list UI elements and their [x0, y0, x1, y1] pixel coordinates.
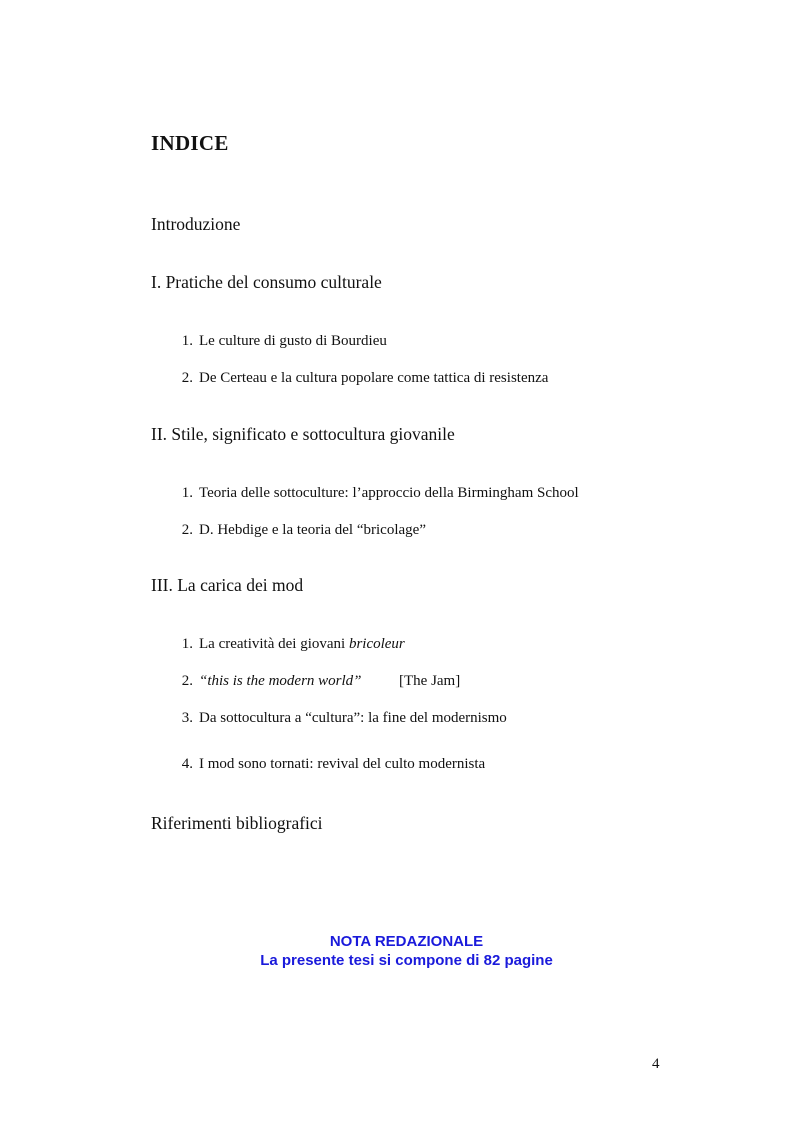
toc-item	[175, 485, 695, 505]
toc-item-text: I mod sono tornati: revival del culto modernista	[199, 756, 486, 772]
toc-item	[175, 636, 695, 656]
toc-item-number: 1.	[181, 485, 193, 501]
toc-item-attribution: [The Jam]	[399, 673, 461, 689]
toc-item-text: Teoria delle sottoculture: l’approccio della Birmingham School	[199, 485, 579, 501]
toc-item	[175, 673, 695, 693]
toc-item-text-plain: La creatività dei giovani	[199, 636, 349, 652]
toc-introduction: Introduzione	[151, 214, 241, 234]
toc-item-text	[199, 636, 405, 653]
page-title: INDICE	[151, 131, 229, 155]
editorial-note-heading: NOTA REDAZIONALE	[329, 933, 484, 950]
chapter-2-heading: II. Stile, significato e sottocultura giovanile	[151, 424, 455, 444]
toc-item-number: 1.	[181, 636, 193, 652]
toc-item	[175, 756, 695, 776]
toc-references: Riferimenti bibliografici	[151, 813, 323, 833]
toc-item-number: 2.	[181, 673, 193, 689]
toc-item-text: De Certeau e la cultura popolare come tattica di resistenza	[199, 370, 549, 386]
chapter-3-heading: III. La carica dei mod	[151, 575, 304, 595]
page-number: 4	[652, 1056, 660, 1072]
chapter-1-heading: I. Pratiche del consumo culturale	[151, 272, 382, 292]
toc-item-quote: “this is the modern world”	[199, 673, 362, 689]
toc-item	[175, 522, 695, 542]
toc-item-number: 3.	[181, 710, 193, 726]
toc-item	[175, 370, 695, 390]
toc-item-number: 2.	[181, 370, 193, 386]
toc-item-number: 4.	[181, 756, 193, 772]
toc-item	[175, 710, 695, 730]
toc-item-text	[199, 673, 362, 690]
toc-item-text-italic: bricoleur	[348, 636, 405, 652]
toc-item	[175, 333, 695, 353]
toc-item-number: 2.	[181, 522, 193, 538]
toc-item-text: Da sottocultura a “cultura”: la fine del modernismo	[199, 710, 507, 726]
toc-item-text: D. Hebdige e la teoria del “bricolage”	[199, 522, 426, 538]
toc-item-number: 1.	[181, 333, 193, 349]
toc-item-text: Le culture di gusto di Bourdieu	[199, 333, 387, 349]
editorial-note-body: La presente tesi si compone di 82 pagine	[260, 952, 553, 969]
